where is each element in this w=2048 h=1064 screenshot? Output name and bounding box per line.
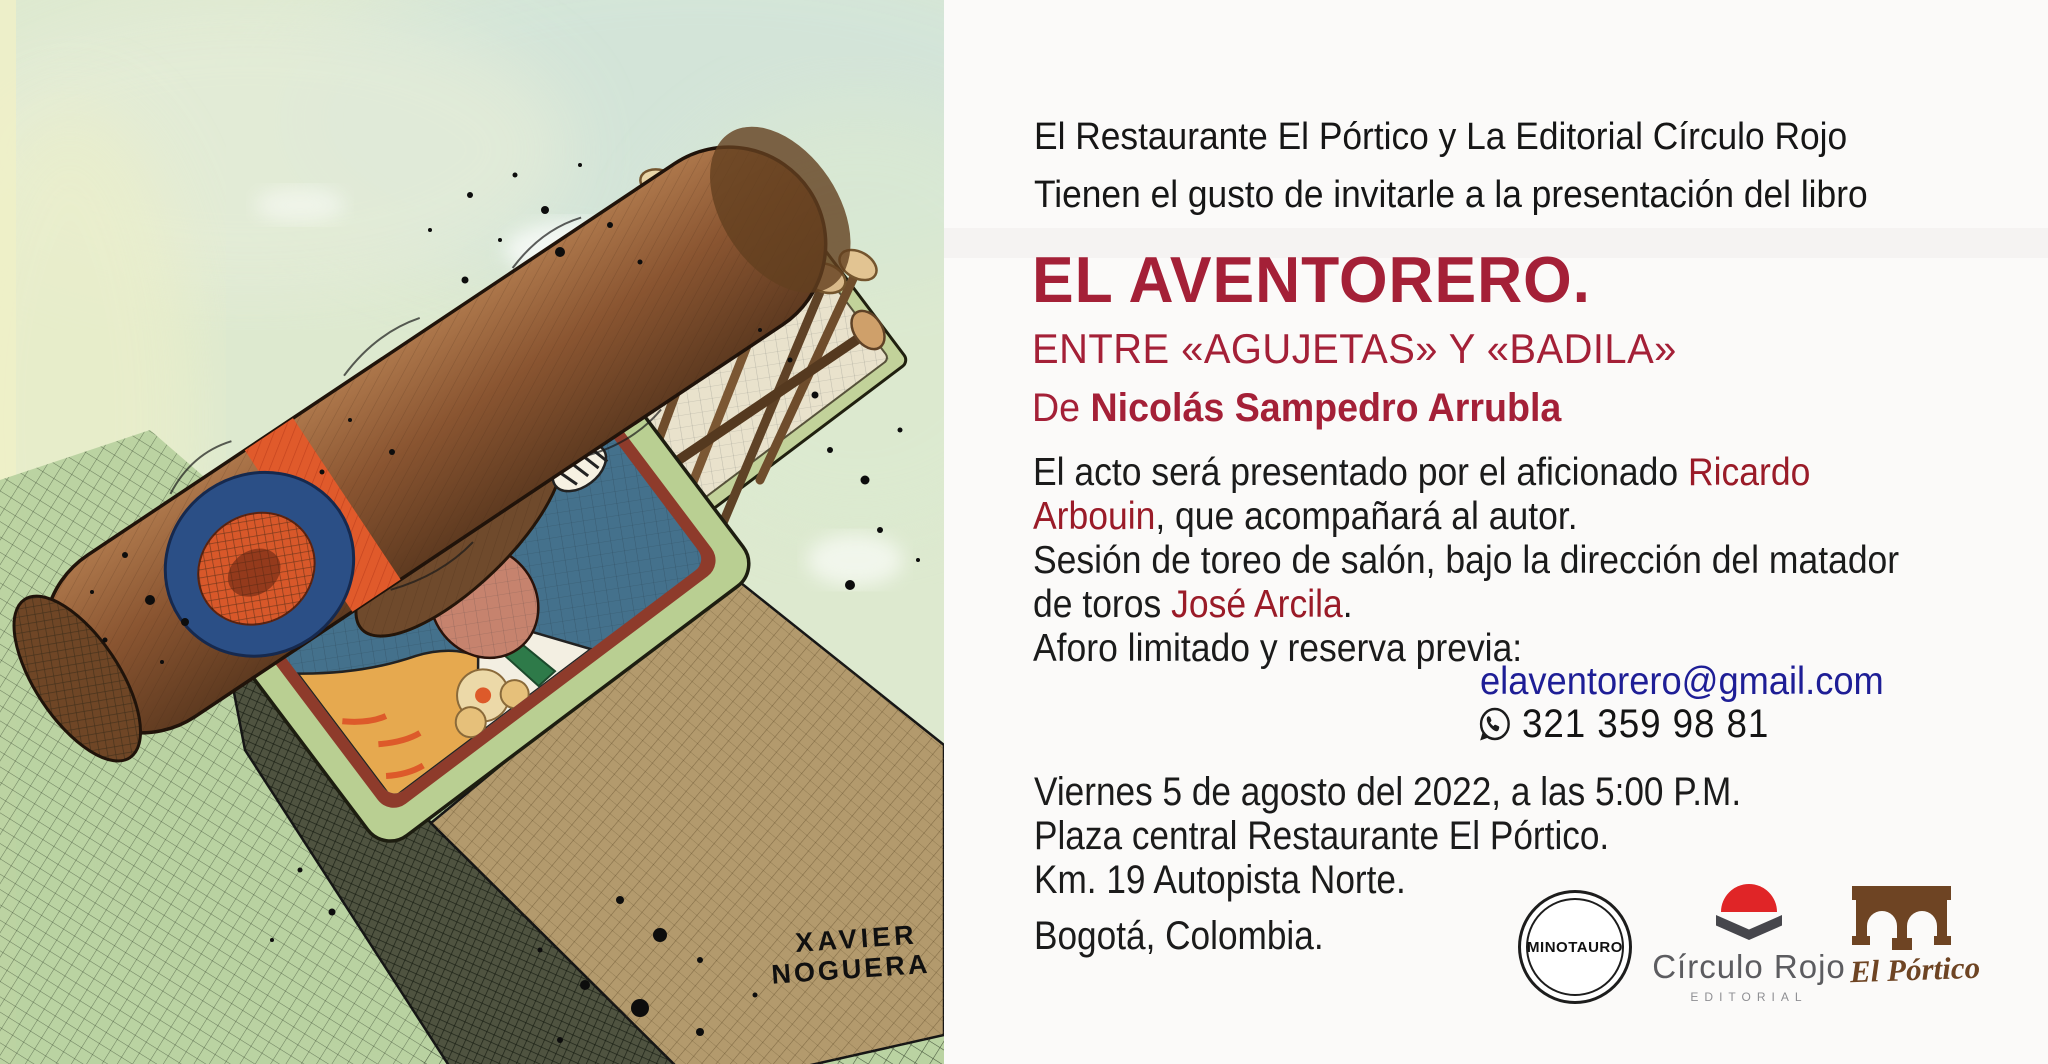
reservation-email[interactable]: elaventorero@gmail.com	[1480, 660, 1884, 703]
book-byline	[1032, 386, 1561, 431]
signature-line1: XAVIER	[794, 919, 919, 958]
description-line: de toros José Arcila.	[1033, 583, 1353, 626]
event-city: Bogotá, Colombia.	[1034, 914, 1324, 958]
presenter-name-part2: Arbouin	[1033, 495, 1156, 538]
circulo-rojo-name: Círculo Rojo	[1652, 948, 1846, 985]
description-line: Arbouin, que acompañará al autor.	[1033, 495, 1578, 538]
event-details	[1034, 770, 1741, 902]
signature-line2: NOGUERA	[770, 948, 932, 990]
circulo-rojo-subtitle: EDITORIAL	[1690, 990, 1808, 1004]
minotauro-logo	[1518, 890, 1632, 1004]
author-name: Nicolás Sampedro Arrubla	[1090, 386, 1562, 430]
whatsapp-icon	[1476, 705, 1513, 745]
el-portico-logo	[1850, 882, 2000, 988]
circulo-rojo-logo	[1644, 884, 1854, 1004]
el-portico-name: El Pórtico	[1849, 949, 1981, 990]
circulo-rojo-book-icon	[1716, 915, 1782, 940]
invitation-illustration	[0, 0, 944, 1064]
matador-name: José Arcila	[1171, 583, 1343, 626]
event-description	[1033, 451, 1899, 671]
book-subtitle: ENTRE «AGUJETAS» Y «BADILA»	[1032, 325, 1677, 372]
event-address: Km. 19 Autopista Norte.	[1034, 858, 1406, 902]
el-portico-arch-icon	[1850, 882, 1954, 950]
intro-line-1: El Restaurante El Pórtico y La Editorial Círculo Rojo	[1034, 116, 1848, 158]
intro-line-2: Tienen el gusto de invitarle a la presentación del libro	[1034, 174, 1868, 216]
invitation-text-pane	[944, 0, 2048, 1064]
event-date: Viernes 5 de agosto del 2022, a las 5:00 P.M.	[1034, 770, 1742, 814]
whatsapp-contact[interactable]	[1476, 702, 1769, 747]
event-venue: Plaza central Restaurante El Pórtico.	[1034, 814, 1610, 858]
description-line: Sesión de toreo de salón, bajo la dirección del matador	[1033, 539, 1900, 582]
book-title: EL AVENTORERO.	[1032, 243, 1591, 316]
description-line: Aforo limitado y reserva previa:	[1033, 627, 1523, 670]
description-line: El acto será presentado por el aficionado Ricardo	[1033, 451, 1811, 494]
byline-prefix: De	[1032, 386, 1091, 430]
intro-text	[1034, 108, 1868, 224]
minotauro-logo-text: MINOTAURO	[1527, 938, 1623, 956]
reservation-phone: 321 359 98 81	[1522, 702, 1770, 746]
illustration-pane	[0, 0, 944, 1064]
presenter-name-part1: Ricardo	[1688, 451, 1811, 494]
